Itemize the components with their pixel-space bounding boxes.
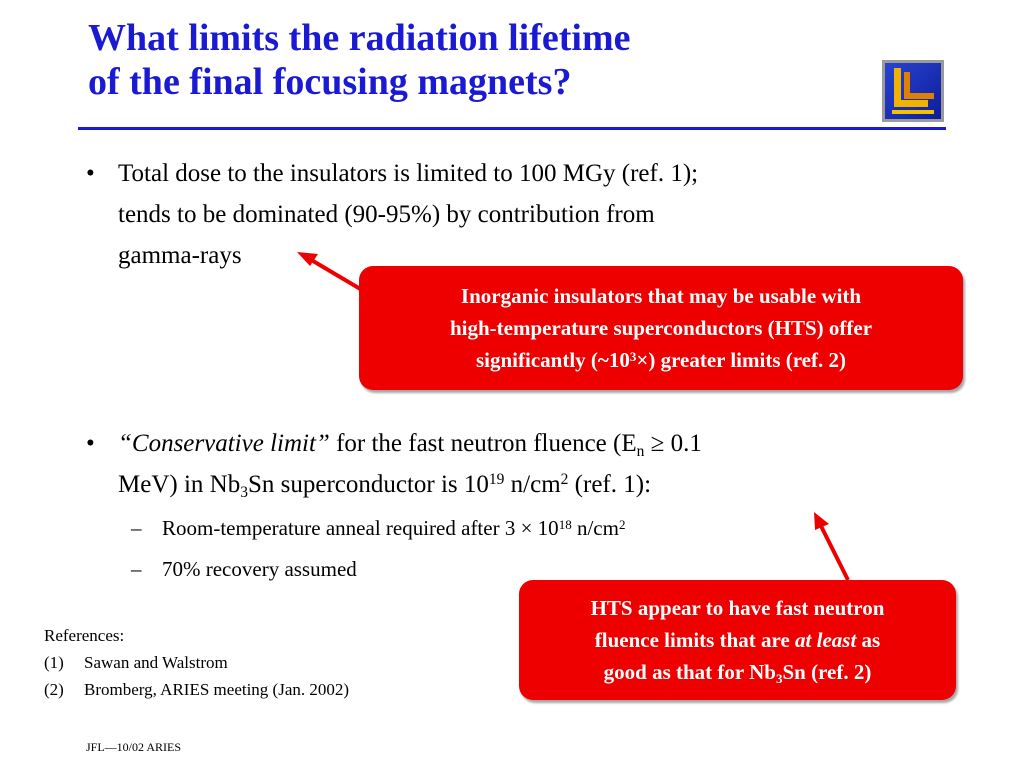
- callout-inorganic-insulators: Inorganic insulators that may be usable with high-temperature superconductors (HTS) offer significantly $(\sim 10^3\times)$ greater limits (ref. 2): [359, 266, 963, 390]
- title-line-1: What limits the radiation lifetime: [88, 17, 631, 59]
- bullet-1-line-2: tends to be dominated (90-95%) by contribution from: [118, 201, 655, 228]
- bullet-symbol: •: [86, 430, 95, 457]
- sub-bullet-anneal: – Room-temperature anneal required after $3 \times 10^{18}$ $n/cm^2$: [131, 516, 626, 540]
- references-heading: References:: [44, 626, 125, 645]
- bullet-1-line-3: gamma-rays: [118, 242, 242, 269]
- arrow-to-gamma-rays: [308, 258, 362, 290]
- title-line-2: of the final focusing magnets?: [88, 61, 572, 103]
- conservative-limit-italic: “Conservative limit”: [118, 430, 330, 457]
- reference-item: (2) Bromberg, ARIES meeting (Jan. 2002): [44, 680, 350, 699]
- bullet-2-line-2: MeV) in $Nb_3Sn$ superconductor is $10^{19}$ $n/cm^2$ (ref. 1):: [118, 471, 652, 501]
- sub-bullet-dash: –: [131, 516, 142, 540]
- references: [44, 622, 349, 703]
- reference-item: (1) Sawan and Walstrom: [44, 653, 228, 672]
- sub-bullet-recovery: – 70% recovery assumed: [131, 557, 357, 581]
- bullet-2-line-1: “Conservative limit” for the fast neutron fluence ($E_n \ge 0.1$: [118, 430, 702, 460]
- sub-bullet-dash: –: [131, 557, 142, 581]
- bullet-1-line-1: Total dose to the insulators is limited to 100 MGy (ref. 1);: [118, 160, 699, 187]
- slide-footer: JFL—10/02 ARIES: [86, 740, 182, 754]
- arrow-to-neutron-fluence: [820, 524, 848, 580]
- callout-hts-fluence: HTS appear to have fast neutron fluence limits that are at least as good as that for $Nb_3Sn$ (ref. 2): [519, 580, 956, 700]
- bullet-symbol: •: [86, 160, 95, 187]
